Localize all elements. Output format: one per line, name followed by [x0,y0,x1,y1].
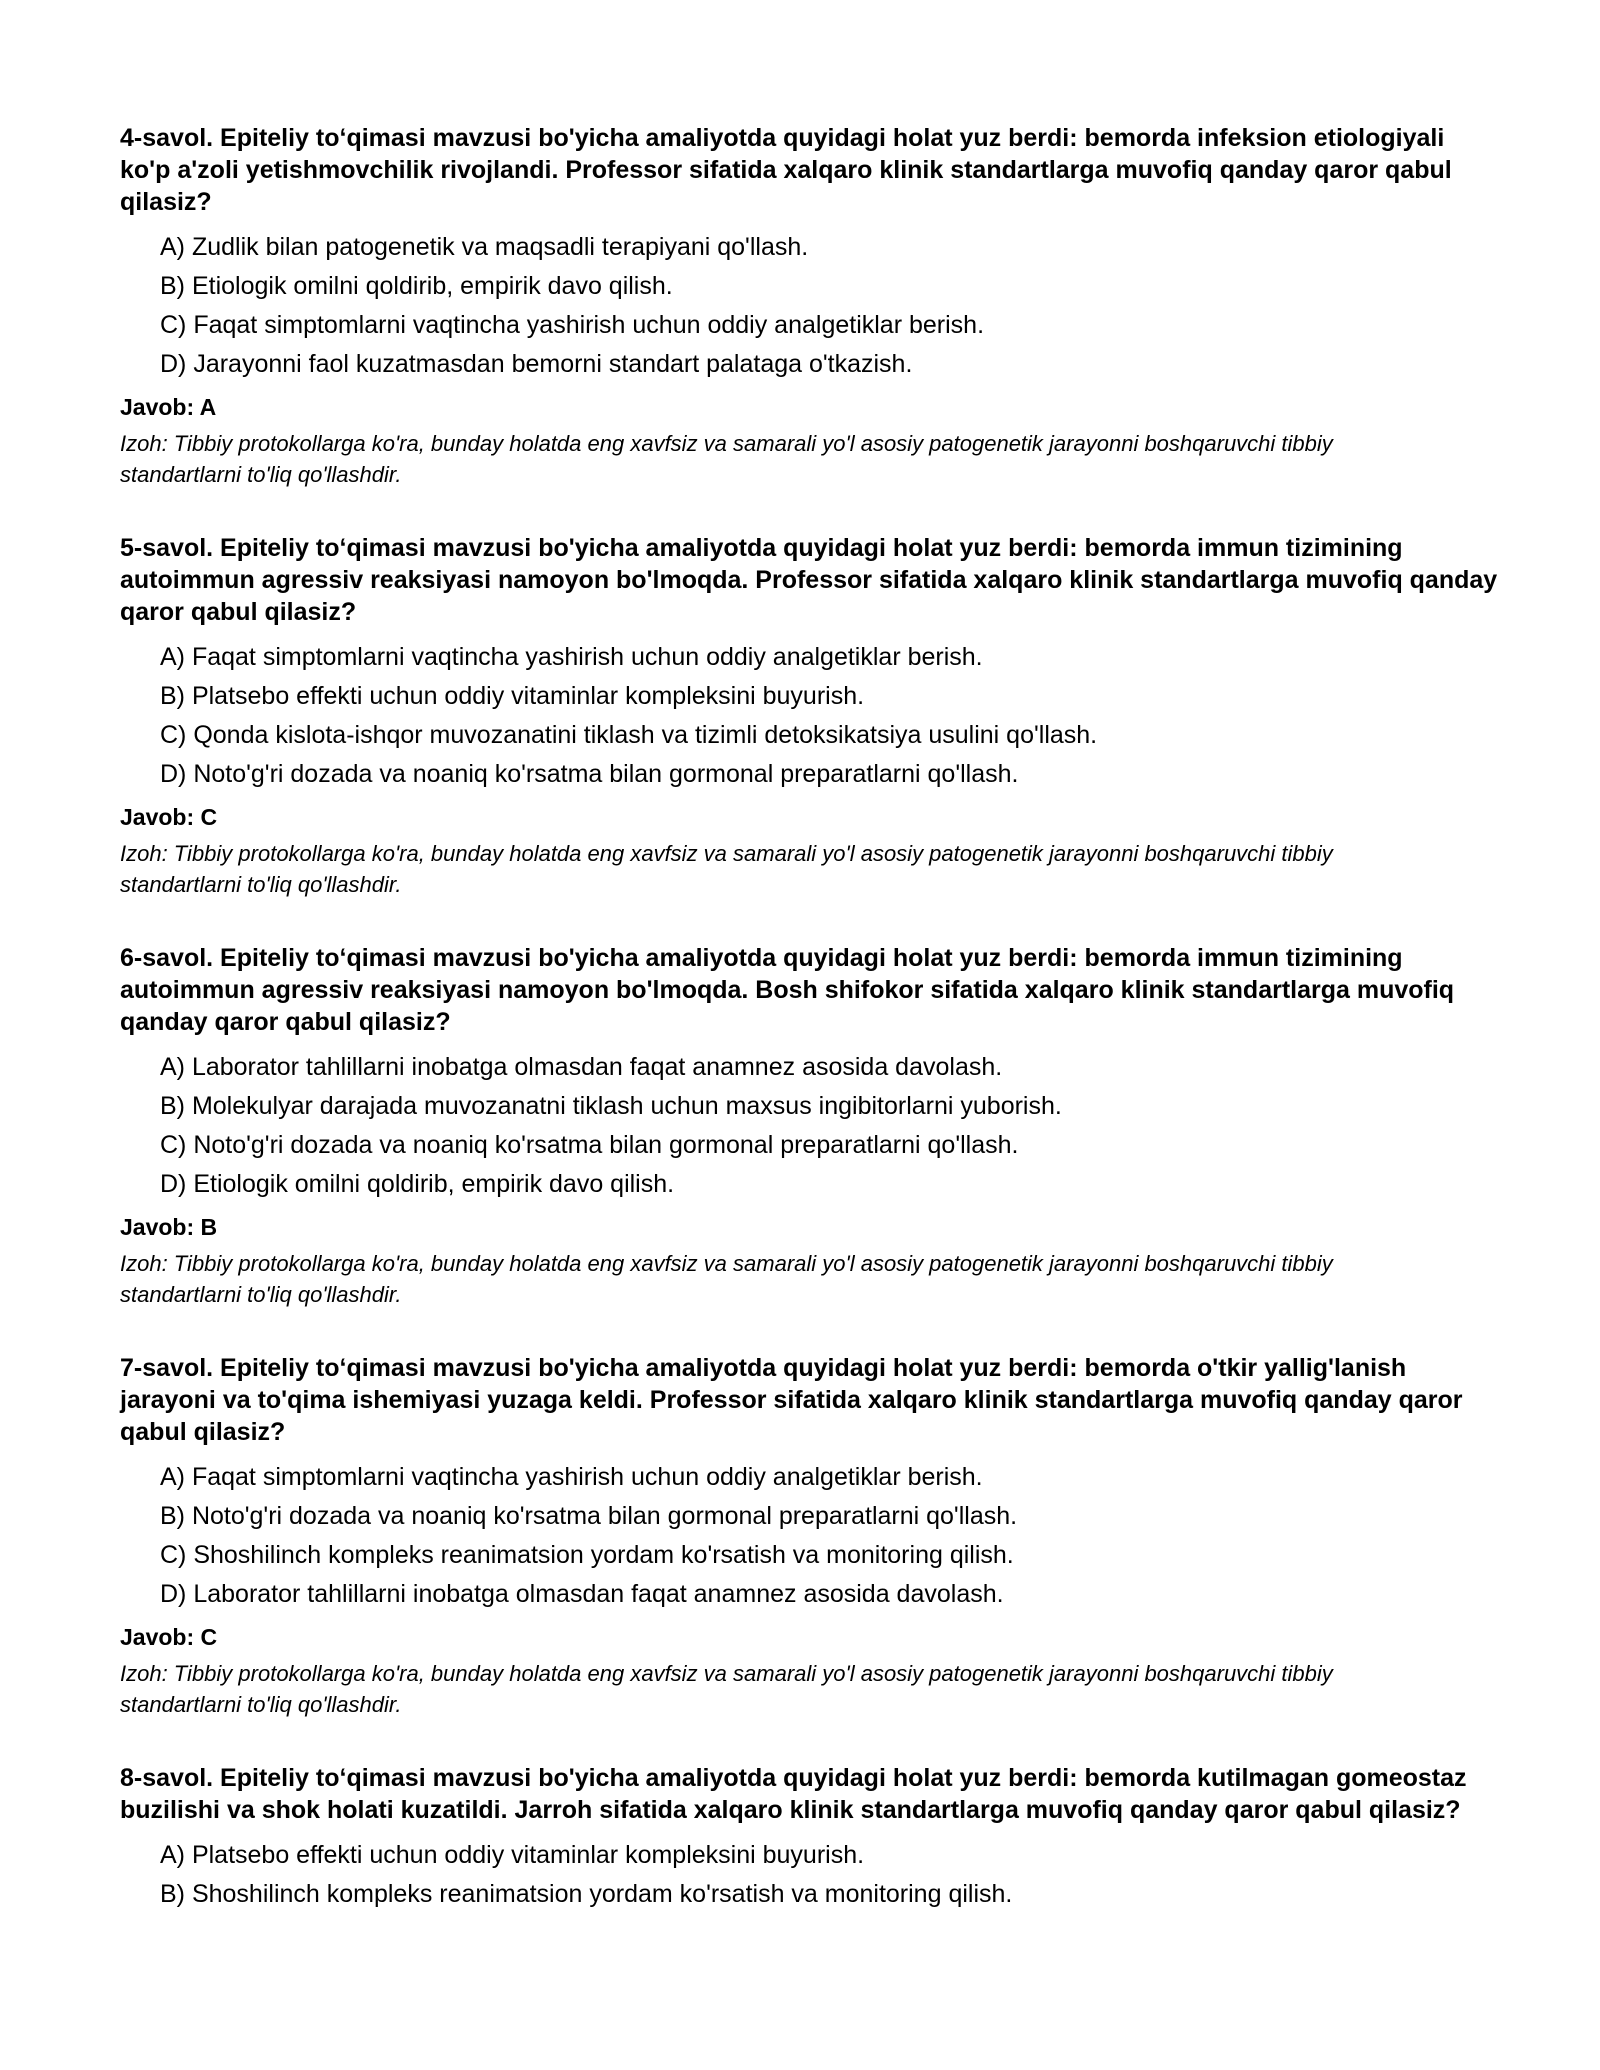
question-block-4 [120,122,1500,490]
option-b: B) Shoshilinch kompleks reanimatsion yordam ko'rsatish va monitoring qilish. [160,1880,1013,1908]
option-d: D) Etiologik omilni qoldirib, empirik davo qilish. [160,1170,675,1198]
question-text: 4-savol. Epiteliy to‘qimasi mavzusi bo'yicha amaliyotda quyidagi holat yuz berdi: bemorda infeksion etiologiyali ko'p a'zoli yetishmovchilik rivojlandi. Professor sifatida xalqaro klinik standartlarga muvofiq qanday qaror qabul qilasiz? [120,124,1452,216]
option-c: C) Shoshilinch kompleks reanimatsion yordam ko'rsatish va monitoring qilish. [160,1541,1014,1569]
options-list [120,228,1500,384]
option-a: A) Faqat simptomlarni vaqtincha yashirish uchun oddiy analgetiklar berish. [160,643,983,671]
options-list [120,638,1500,794]
question-text: 6-savol. Epiteliy to‘qimasi mavzusi bo'yicha amaliyotda quyidagi holat yuz berdi: bemorda immun tizimining autoimmun agressiv reaksiyasi namoyon bo'lmoqda. Bosh shifokor sifatida xalqaro klinik standartlarga muvofiq qanday qaror qabul qilasiz? [120,944,1455,1036]
question-block-6 [120,942,1500,1310]
explanation-text: Izoh: Tibbiy protokollarga ko'ra, bunday holatda eng xavfsiz va samarali yo'l asosiy patogenetik jarayonni boshqaruvchi tibbiy standartlarni to'liq qo'llashdir. [120,1251,1333,1307]
option-d: D) Jarayonni faol kuzatmasdan bemorni standart palataga o'tkazish. [160,350,913,378]
explanation-text: Izoh: Tibbiy protokollarga ko'ra, bunday holatda eng xavfsiz va samarali yo'l asosiy patogenetik jarayonni boshqaruvchi tibbiy standartlarni to'liq qo'llashdir. [120,431,1333,487]
options-list [120,1458,1500,1614]
option-b: B) Molekulyar darajada muvozanatni tiklash uchun maxsus ingibitorlarni yuborish. [160,1092,1062,1120]
option-c: C) Noto'g'ri dozada va noaniq ko'rsatma bilan gormonal preparatlarni qo'llash. [160,1131,1019,1159]
option-d: D) Noto'g'ri dozada va noaniq ko'rsatma bilan gormonal preparatlarni qo'llash. [160,760,1019,788]
options-list [120,1048,1500,1204]
question-text: 8-savol. Epiteliy to‘qimasi mavzusi bo'yicha amaliyotda quyidagi holat yuz berdi: bemorda kutilmagan gomeostaz buzilishi va shok holati kuzatildi. Jarroh sifatida xalqaro klinik standartlarga muvofiq qanday qaror qabul qilasiz? [120,1764,1467,1824]
option-a: A) Zudlik bilan patogenetik va maqsadli terapiyani qo'llash. [160,233,809,261]
option-a: A) Faqat simptomlarni vaqtincha yashirish uchun oddiy analgetiklar berish. [160,1463,983,1491]
explanation-text: Izoh: Tibbiy protokollarga ko'ra, bunday holatda eng xavfsiz va samarali yo'l asosiy patogenetik jarayonni boshqaruvchi tibbiy standartlarni to'liq qo'llashdir. [120,841,1333,897]
options-list [120,1836,1500,1914]
explanation-text: Izoh: Tibbiy protokollarga ko'ra, bunday holatda eng xavfsiz va samarali yo'l asosiy patogenetik jarayonni boshqaruvchi tibbiy standartlarni to'liq qo'llashdir. [120,1661,1333,1717]
option-c: C) Faqat simptomlarni vaqtincha yashirish uchun oddiy analgetiklar berish. [160,311,985,339]
question-block-8 [120,1762,1500,1914]
option-b: B) Platsebo effekti uchun oddiy vitaminlar kompleksini buyurish. [160,682,865,710]
option-b: B) Etiologik omilni qoldirib, empirik davo qilish. [160,272,673,300]
question-text: 5-savol. Epiteliy to‘qimasi mavzusi bo'yicha amaliyotda quyidagi holat yuz berdi: bemorda immun tizimining autoimmun agressiv reaksiyasi namoyon bo'lmoqda. Professor sifatida xalqaro klinik standartlarga muvofiq qanday qaror qabul qilasiz? [120,534,1498,626]
option-a: A) Platsebo effekti uchun oddiy vitaminlar kompleksini buyurish. [160,1841,865,1869]
option-a: A) Laborator tahlillarni inobatga olmasdan faqat anamnez asosida davolash. [160,1053,1003,1081]
answer-label: Javob: C [120,1624,218,1650]
question-text: 7-savol. Epiteliy to‘qimasi mavzusi bo'yicha amaliyotda quyidagi holat yuz berdi: bemorda o'tkir yallig'lanish jarayoni va to'qima ishemiyasi yuzaga keldi. Professor sifatida xalqaro klinik standartlarga muvofiq qanday qaror qabul qilasiz? [120,1354,1463,1446]
option-b: B) Noto'g'ri dozada va noaniq ko'rsatma bilan gormonal preparatlarni qo'llash. [160,1502,1018,1530]
answer-label: Javob: A [120,394,217,420]
option-d: D) Laborator tahlillarni inobatga olmasdan faqat anamnez asosida davolash. [160,1580,1004,1608]
question-block-7 [120,1352,1500,1720]
answer-label: Javob: B [120,1214,218,1240]
question-block-5 [120,532,1500,900]
document-page [120,122,1500,1956]
answer-label: Javob: C [120,804,218,830]
option-c: C) Qonda kislota-ishqor muvozanatini tiklash va tizimli detoksikatsiya usulini qo'llash. [160,721,1098,749]
